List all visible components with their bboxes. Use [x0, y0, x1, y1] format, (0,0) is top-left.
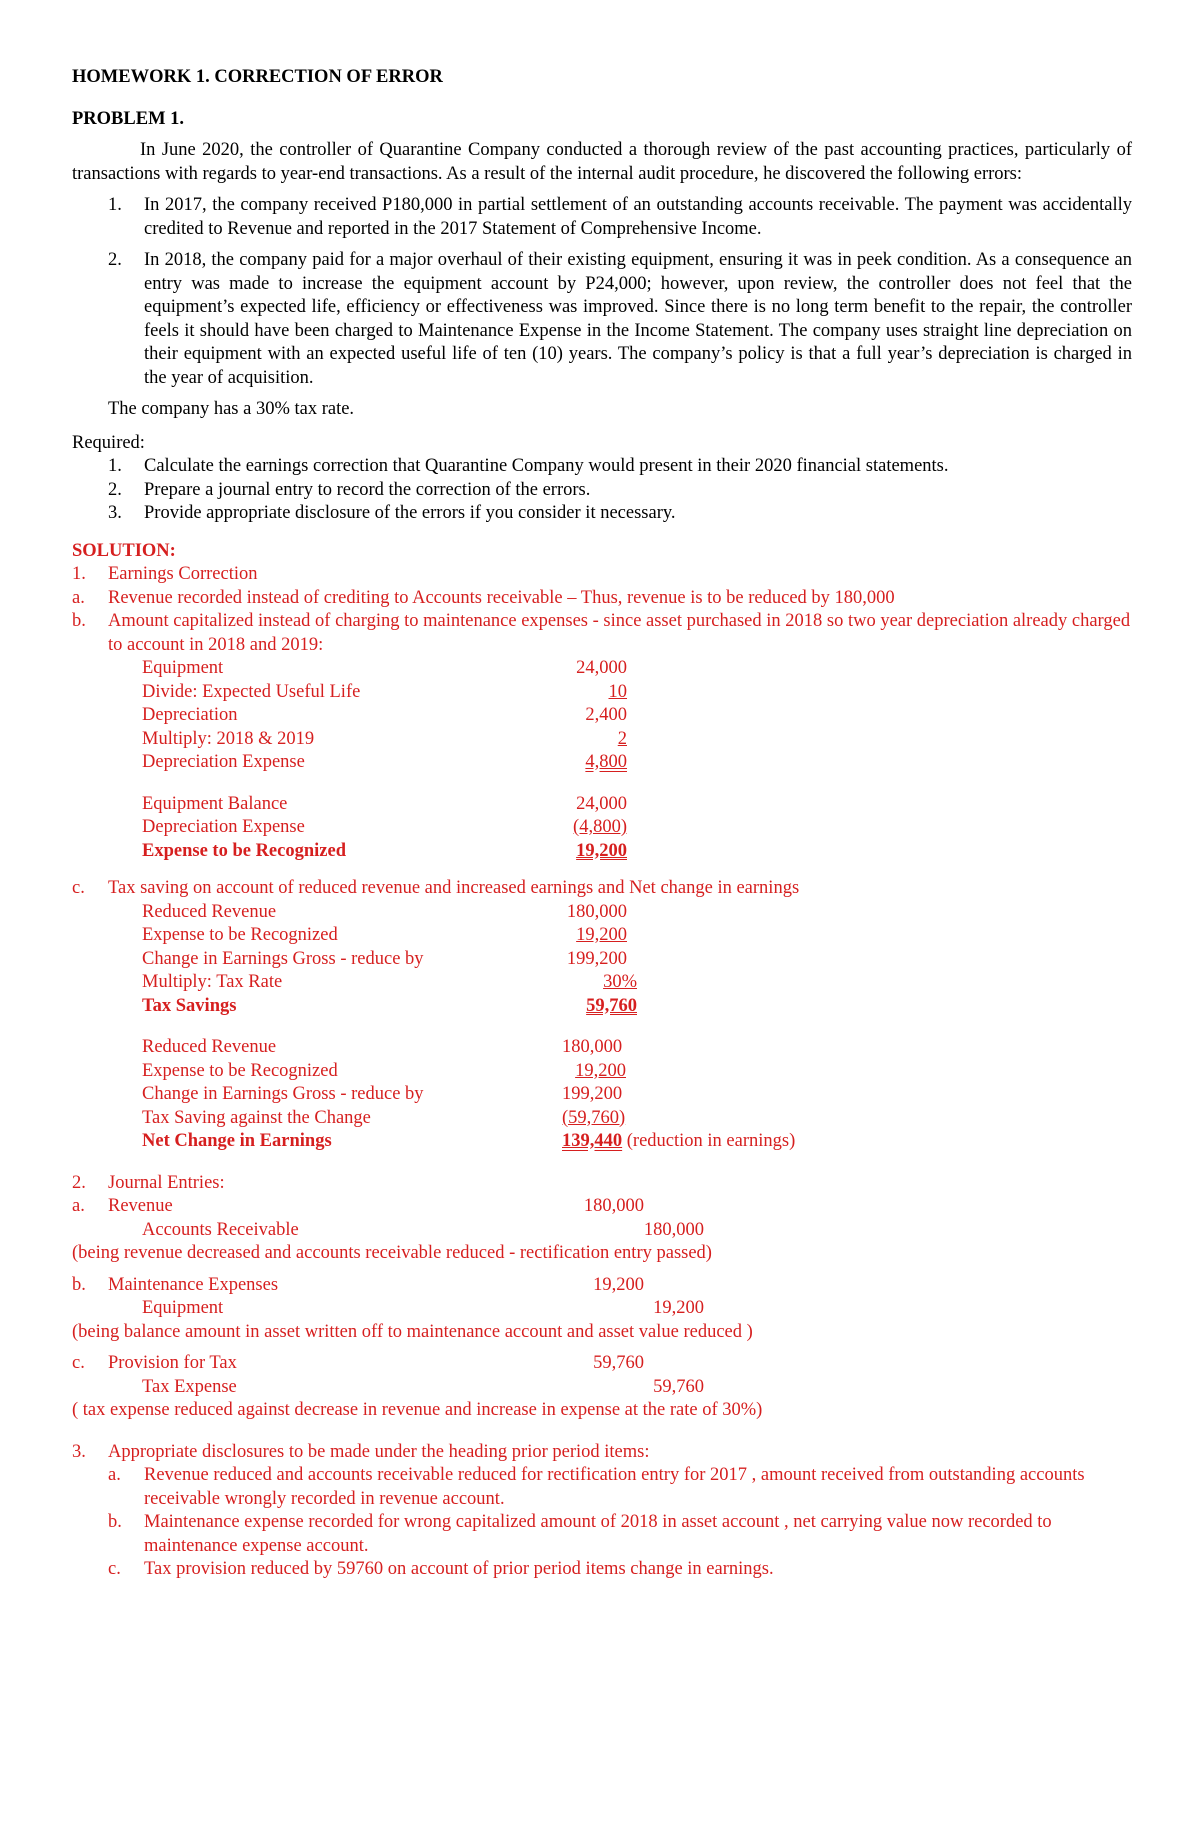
list-number: 1.: [108, 195, 122, 215]
calc-value: 199,200: [566, 948, 627, 969]
list-number: 2.: [108, 479, 122, 500]
intro-paragraph: In June 2020, the controller of Quarantine Company conducted a thorough review of the past accounting practices, particularly of transactions with regards to year-end transactions. As a result of the internal audit procedure, he discovered the following errors:: [72, 140, 1132, 184]
errors-list: [108, 194, 1132, 390]
calc-value: 2: [617, 728, 627, 749]
calc-label: Multiply: Tax Rate: [142, 972, 283, 992]
tax-rate-note: The company has a 30% tax rate.: [108, 399, 355, 419]
calc-value: 199,200: [562, 1084, 623, 1104]
solution-heading: SOLUTION:: [72, 540, 176, 561]
list-item: [108, 455, 1132, 479]
calc-note: (reduction in earnings): [626, 1131, 796, 1151]
journal-entry: [72, 1352, 1132, 1423]
item-key: c.: [72, 878, 85, 898]
expense-recognized-calc: [72, 793, 627, 864]
debit-amount: 19,200: [593, 1274, 644, 1295]
part3-header: [72, 1441, 1132, 1465]
calc-value: 2,400: [585, 705, 627, 725]
part-title: Journal Entries:: [108, 1172, 225, 1193]
calc-value: 59,760: [586, 995, 637, 1016]
calc-label: Depreciation Expense: [142, 817, 305, 837]
credit-amount: 19,200: [653, 1298, 704, 1318]
calc-label: Expense to be Recognized: [142, 1060, 338, 1081]
calc-value: 30%: [603, 972, 637, 992]
calc-label: Depreciation: [142, 705, 238, 725]
part1-item-b: [72, 610, 1132, 657]
list-item: [108, 479, 1132, 503]
calc-value: 24,000: [576, 793, 627, 814]
calc-value: 139,440: [562, 1131, 623, 1151]
calc-value: 19,200: [576, 925, 627, 945]
item-text: Amount capitalized instead of charging to maintenance expenses - since asset purchased in 2018 so two year depreciation already charged to account in 2018 and 2019:: [108, 611, 1131, 655]
list-item: [108, 194, 1132, 241]
list-item: [108, 502, 1132, 526]
document-title: HOMEWORK 1. CORRECTION OF ERROR: [72, 67, 443, 87]
list-text: Prepare a journal entry to record the correction of the errors.: [144, 479, 591, 500]
calc-value: 19,200: [575, 1060, 626, 1081]
calc-label: Change in Earnings Gross - reduce by: [142, 948, 424, 969]
calc-label: Equipment: [142, 658, 224, 678]
calc-label: Net Change in Earnings: [142, 1131, 332, 1151]
credit-amount: 180,000: [643, 1219, 704, 1240]
debit-account: Maintenance Expenses: [108, 1274, 279, 1295]
calc-value: 180,000: [562, 1037, 623, 1057]
part-number: 2.: [72, 1172, 86, 1193]
entry-narration: (being revenue decreased and accounts receivable reduced - rectification entry passed): [72, 1243, 712, 1263]
calc-label: Expense to be Recognized: [142, 925, 338, 945]
item-key: c.: [108, 1559, 121, 1579]
item-text: Maintenance expense recorded for wrong capitalized amount of 2018 in asset account , net carrying value now recorded to maintenance expense account.: [144, 1512, 1052, 1556]
part2-header: [72, 1172, 1132, 1196]
item-text: Tax saving on account of reduced revenue and increased earnings and Net change in earnings: [108, 878, 800, 898]
calc-label: Multiply: 2018 & 2019: [142, 728, 315, 749]
debit-account: Provision for Tax: [108, 1353, 237, 1373]
part1-header: [72, 563, 1132, 587]
calc-label: Tax Saving against the Change: [142, 1107, 371, 1128]
debit-account: Revenue: [108, 1196, 173, 1216]
list-number: 1.: [108, 456, 122, 476]
debit-amount: 180,000: [583, 1196, 644, 1216]
item-key: b.: [108, 1512, 122, 1532]
journal-entry: [72, 1274, 1132, 1345]
part-number: 3.: [72, 1441, 86, 1462]
list-text: Provide appropriate disclosure of the errors if you consider it necessary.: [144, 503, 676, 523]
item-text: Revenue reduced and accounts receivable reduced for rectification entry for 2017 , amount received from outstanding accounts receivable wrongly recorded in revenue account.: [144, 1465, 1085, 1509]
calc-value: 19,200: [576, 840, 627, 861]
list-text: In 2018, the company paid for a major overhaul of their existing equipment, ensuring it was in peek condition. As a consequence an entry was made to increase the equipment account by P24,000; however, upon review, the controller does not feel that the equipment’s expected life, efficiency or effectiveness was improved. Since there is no long term benefit to the repair, the controller feels it should have been charged to Maintenance Expense in the Income Statement. The company uses straight line depreciation on their equipment with an expected useful life of ten (10) years. The company’s policy is that a full year’s depreciation is charged in the year of acquisition.: [144, 250, 1132, 388]
calc-value: 10: [608, 681, 627, 702]
item-text: Revenue recorded instead of crediting to Accounts receivable – Thus, revenue is to be reduced by 180,000: [108, 587, 895, 608]
entry-narration: (being balance amount in asset written off to maintenance account and asset value reduced ): [72, 1321, 753, 1342]
list-text: In 2017, the company received P180,000 in partial settlement of an outstanding accounts receivable. The payment was accidentally credited to Revenue and reported in the 2017 Statement of Comprehensive Income.: [144, 195, 1132, 239]
calc-label: Divide: Expected Useful Life: [142, 681, 361, 702]
calc-value: 24,000: [576, 658, 627, 678]
solution-section: [72, 540, 1132, 1582]
required-label: Required:: [72, 432, 145, 453]
list-number: 3.: [108, 503, 122, 523]
list-item: [108, 249, 1132, 390]
credit-amount: 59,760: [653, 1376, 704, 1397]
calc-label: Change in Earnings Gross - reduce by: [142, 1084, 424, 1104]
list-text: Calculate the earnings correction that Quarantine Company would present in their 2020 financial statements.: [144, 456, 949, 476]
item-key: a.: [108, 1465, 121, 1485]
calc-label: Reduced Revenue: [142, 901, 277, 922]
calc-value: 180,000: [566, 901, 627, 922]
list-number: 2.: [108, 250, 122, 270]
item-key: a.: [72, 587, 85, 608]
credit-account: Accounts Receivable: [142, 1219, 299, 1240]
disclosure-list: [108, 1464, 1132, 1582]
journal-entry: [72, 1195, 1132, 1266]
depreciation-calc: [72, 657, 627, 775]
calc-label: Equipment Balance: [142, 793, 288, 814]
document-page: [72, 66, 1132, 1582]
part-title: Earnings Correction: [108, 564, 258, 584]
list-item: [108, 1511, 1132, 1558]
credit-account: Equipment: [142, 1298, 224, 1318]
calc-value: (59,760): [562, 1107, 626, 1128]
net-change-calc: [72, 1036, 832, 1154]
tax-savings-calc: [72, 901, 637, 1019]
calc-label: Expense to be Recognized: [142, 840, 346, 861]
item-text: Tax provision reduced by 59760 on account of prior period items change in earnings.: [144, 1559, 774, 1579]
calc-label: Tax Savings: [142, 995, 237, 1016]
credit-account: Tax Expense: [142, 1376, 237, 1397]
entry-narration: ( tax expense reduced against decrease in revenue and increase in expense at the rate of 30%): [72, 1400, 763, 1420]
item-key: b.: [72, 611, 86, 631]
part1-item-a: [72, 587, 1132, 611]
list-item: [108, 1558, 1132, 1582]
calc-value: 4,800: [585, 752, 627, 772]
required-list: [108, 455, 1132, 526]
calc-value: (4,800): [573, 817, 627, 837]
part-number: 1.: [72, 564, 86, 584]
entry-key: c.: [72, 1353, 85, 1373]
part1-item-c: [72, 877, 1132, 901]
entry-key: a.: [72, 1196, 85, 1216]
entry-key: b.: [72, 1274, 86, 1295]
problem-title: PROBLEM 1.: [72, 108, 185, 129]
part-title: Appropriate disclosures to be made under the heading prior period items:: [108, 1441, 650, 1462]
list-item: [108, 1464, 1132, 1511]
debit-amount: 59,760: [593, 1353, 644, 1373]
calc-label: Reduced Revenue: [142, 1037, 277, 1057]
calc-label: Depreciation Expense: [142, 752, 305, 772]
